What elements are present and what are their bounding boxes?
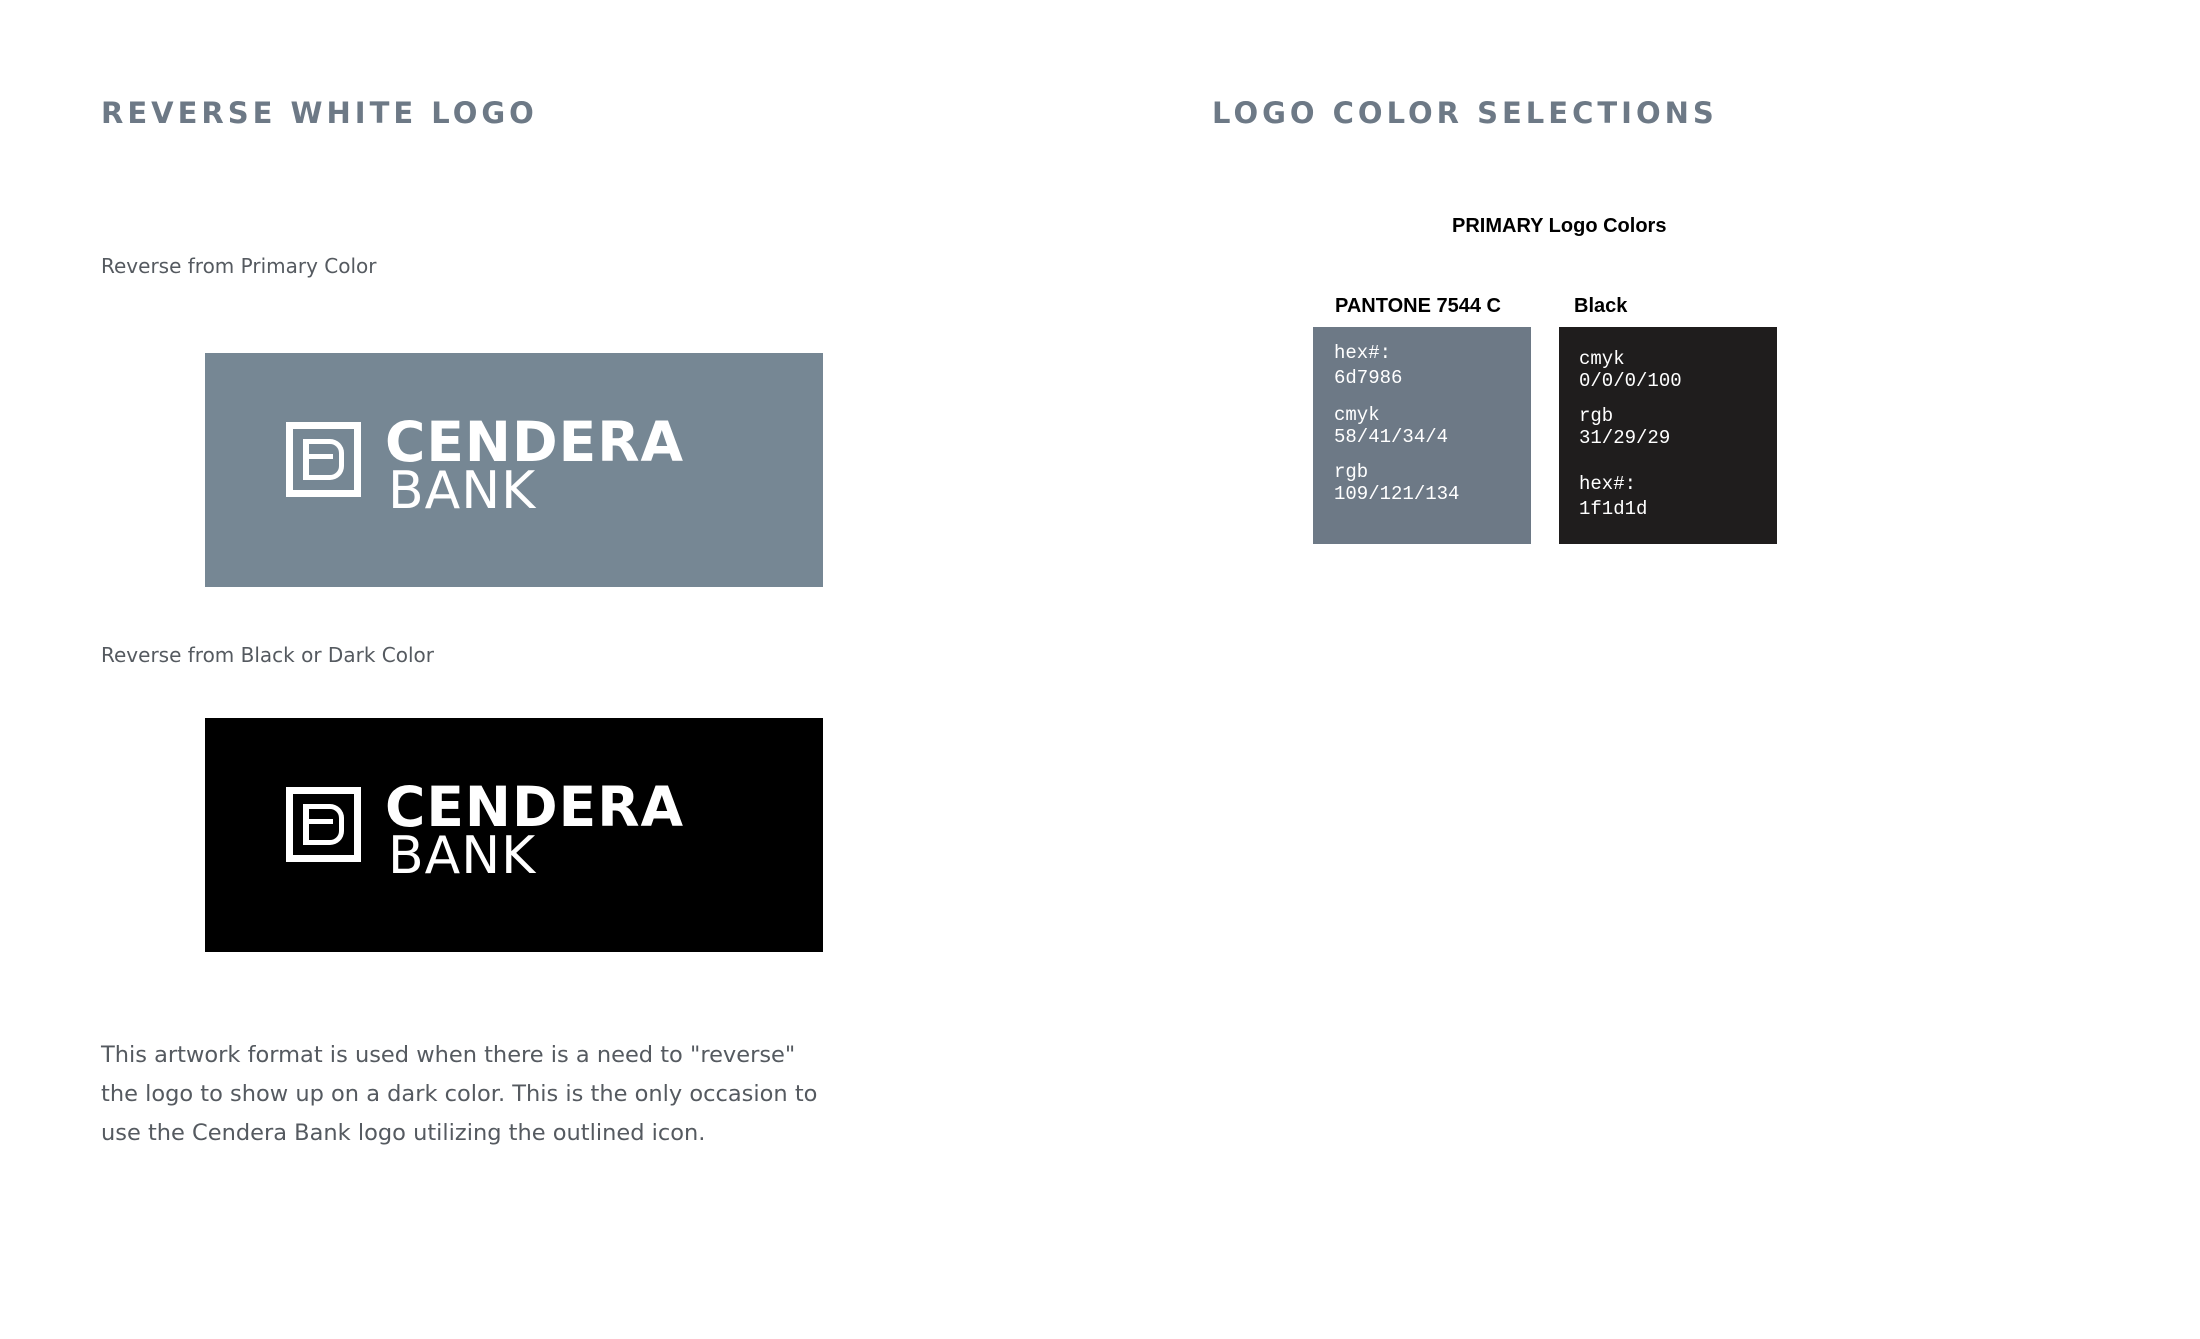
hex-label: hex#: bbox=[1334, 342, 1392, 364]
caption-reverse-dark: Reverse from Black or Dark Color bbox=[101, 643, 434, 667]
rgb-value: 31/29/29 bbox=[1579, 427, 1671, 449]
logo-wordmark-line1: CENDERA bbox=[385, 775, 685, 839]
logo-icon bbox=[286, 422, 361, 497]
logo-wordmark-line1: CENDERA bbox=[385, 410, 685, 474]
rgb-label: rgb bbox=[1334, 461, 1369, 483]
logo-wordmark-line2: BANK bbox=[388, 461, 537, 521]
swatch-name-pantone: PANTONE 7544 C bbox=[1335, 295, 1501, 317]
cmyk-value: 58/41/34/4 bbox=[1334, 426, 1449, 448]
logo-panel-primary bbox=[205, 353, 823, 587]
cmyk-value: 0/0/0/100 bbox=[1579, 370, 1682, 392]
caption-reverse-primary: Reverse from Primary Color bbox=[101, 254, 377, 278]
color-swatch-black bbox=[1559, 327, 1777, 544]
cmyk-label: cmyk bbox=[1579, 348, 1625, 370]
primary-logo-colors-heading: PRIMARY Logo Colors bbox=[1452, 215, 1667, 237]
reverse-logo-description: This artwork format is used when there is a need to "reverse" the logo to show up on a dark color. This is the only occasion to use the Cendera Bank logo utilizing the outlined icon. bbox=[101, 1042, 818, 1146]
swatch-name-black: Black bbox=[1574, 295, 1628, 317]
reverse-white-logo-title: REVERSE WHITE LOGO bbox=[101, 96, 538, 130]
hex-label: hex#: bbox=[1579, 473, 1637, 495]
hex-value: 1f1d1d bbox=[1579, 498, 1648, 520]
rgb-value: 109/121/134 bbox=[1334, 483, 1460, 505]
logo-color-selections-title: LOGO COLOR SELECTIONS bbox=[1212, 96, 1718, 130]
color-swatch-pantone bbox=[1313, 327, 1531, 544]
logo-wordmark-line2: BANK bbox=[388, 826, 537, 886]
logo-panel-dark bbox=[205, 718, 823, 952]
rgb-label: rgb bbox=[1579, 405, 1614, 427]
logo-icon bbox=[286, 787, 361, 862]
hex-value: 6d7986 bbox=[1334, 367, 1403, 389]
cmyk-label: cmyk bbox=[1334, 404, 1380, 426]
